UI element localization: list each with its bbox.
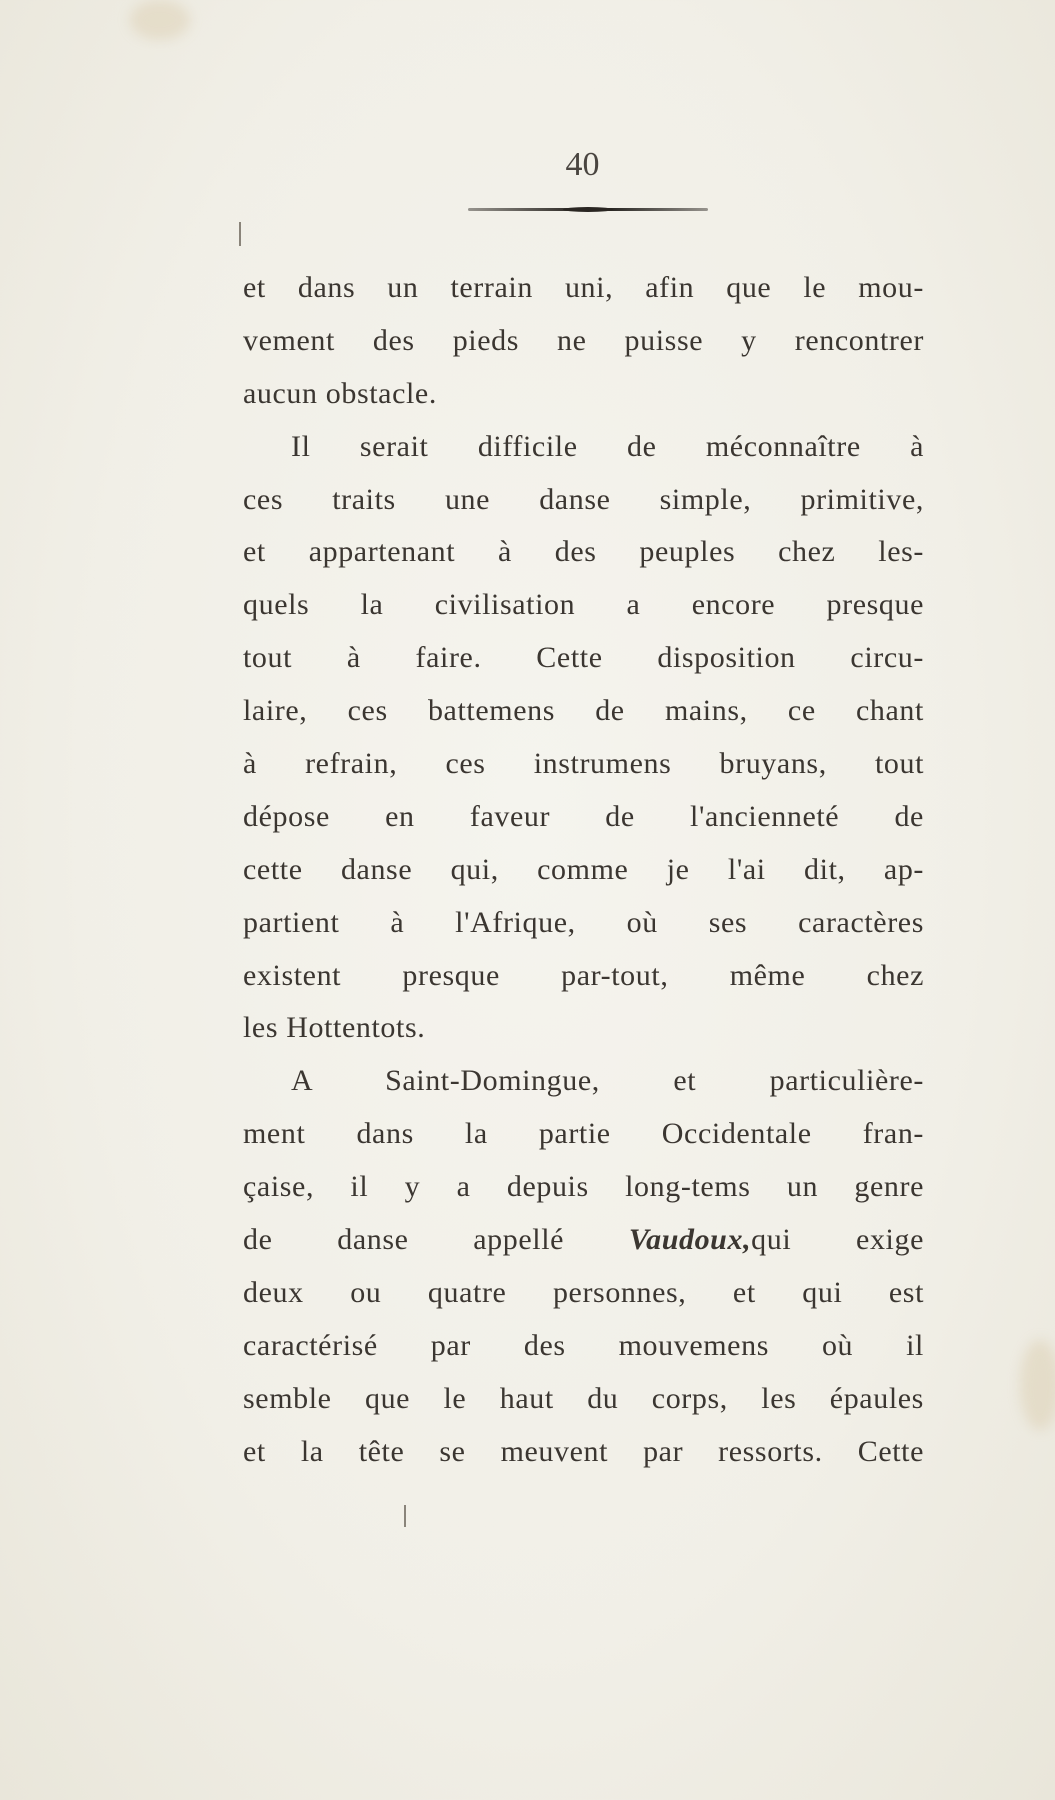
text-line: partient à l'Afrique, où ses caractères: [243, 905, 924, 939]
margin-mark: [404, 1505, 406, 1527]
text-line: de danse appellé Vaudoux,qui exige: [243, 1223, 924, 1257]
text-line: et appartenant à des peuples chez les-: [243, 535, 924, 569]
text-line: vement des pieds ne puisse y rencontrer: [243, 323, 925, 357]
text-line: A Saint-Domingue, et particulière-: [291, 1064, 924, 1098]
text-line: et la tête se meuvent par ressorts. Cette: [243, 1434, 925, 1468]
italic-term: Vaudoux,: [628, 1223, 752, 1257]
text-line: quels la civilisation a encore presque: [243, 588, 924, 622]
text-line: cette danse qui, comme je l'ai dit, ap-: [243, 852, 925, 886]
body-text: [243, 262, 924, 1478]
text-line: ment dans la partie Occidentale fran-: [243, 1117, 925, 1151]
text-line: laire, ces battemens de mains, ce chant: [243, 694, 924, 728]
text-line: dépose en faveur de l'ancienneté de: [243, 799, 924, 833]
text-line: et dans un terrain uni, afin que le mou-: [243, 271, 924, 304]
text-line: deux ou quatre personnes, et qui est: [243, 1275, 925, 1309]
text-line: tout à faire. Cette disposition circu-: [243, 641, 924, 675]
text-line: caractérisé par des mouvemens où il: [243, 1328, 924, 1362]
text-line: ces traits une danse simple, primitive,: [243, 482, 924, 516]
margin-mark: [239, 222, 241, 246]
text-line: Il serait difficile de méconnaître à: [291, 429, 925, 463]
text-line: aucun obstacle.: [243, 376, 437, 410]
text-line: existent presque par-tout, même chez: [243, 958, 925, 992]
header-rule: [468, 208, 708, 211]
text-line: çaise, il y a depuis long-tems un genre: [243, 1170, 925, 1204]
text-line: les Hottentots.: [243, 1011, 426, 1045]
page-number: 40: [565, 146, 600, 183]
paper-stain: [1020, 1340, 1055, 1430]
paper-stain: [130, 0, 190, 40]
text-line: semble que le haut du corps, les épaules: [243, 1381, 924, 1415]
text-line: à refrain, ces instrumens bruyans, tout: [243, 747, 925, 781]
